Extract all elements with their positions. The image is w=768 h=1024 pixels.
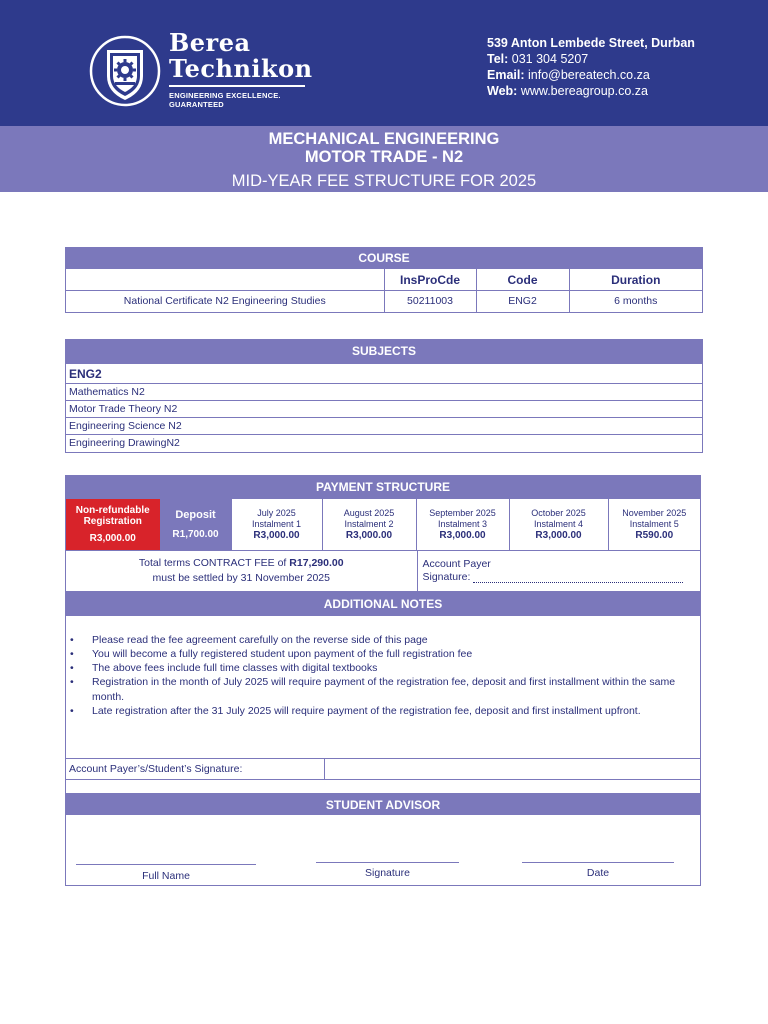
web-label: Web: <box>487 84 518 98</box>
brand-block <box>169 30 313 109</box>
payer-signature-line[interactable] <box>473 582 683 583</box>
tel-label: Tel: <box>487 52 509 66</box>
contract-terms-cell <box>66 551 417 591</box>
course-name-cell: National Certificate N2 Engineering Studies <box>66 291 384 312</box>
payer-label2: Signature: <box>422 570 471 583</box>
duration-cell: 6 months <box>569 291 702 312</box>
instalment-cell <box>322 499 416 551</box>
brand-tagline-line1: ENGINEERING EXCELLENCE. <box>169 91 281 100</box>
student-signature-row <box>66 759 700 780</box>
spacer <box>66 780 700 793</box>
terms-amount: R17,290.00 <box>289 556 344 569</box>
registration-label2: Registration <box>83 516 142 527</box>
date-label: Date <box>586 866 610 879</box>
terms-prefix: Total terms CONTRACT FEE of <box>138 556 290 569</box>
course-header: COURSE <box>66 248 702 268</box>
title-line2: MOTOR TRADE - N2 <box>304 148 464 166</box>
payment-header: PAYMENT STRUCTURE <box>66 476 700 498</box>
instalment-amount: R3,000.00 <box>535 530 582 541</box>
subjects-code: ENG2 <box>66 364 702 384</box>
note-item: • You will become a fully registered student upon payment of the full registration fee <box>66 647 696 661</box>
instalment-cell <box>509 499 608 551</box>
brand-tagline-line2: GUARANTEED <box>169 100 224 109</box>
advisor-signature-label: Signature <box>365 866 410 879</box>
date-line[interactable] <box>522 862 674 863</box>
instalment-cell <box>416 499 509 551</box>
page-header <box>0 0 768 126</box>
payer-signature-cell[interactable] <box>417 551 700 591</box>
subject-item: Mathematics N2 <box>66 384 702 401</box>
instalment-cell <box>231 499 322 551</box>
full-name-line[interactable] <box>76 864 256 865</box>
instalment-label: Instalment 4 <box>533 519 584 529</box>
note-item: • Late registration after the 31 July 2025 will require payment of the registration fee, deposit and first installment upfront. <box>66 704 696 718</box>
instalment-label: Instalment 1 <box>251 519 302 529</box>
code-cell: ENG2 <box>476 291 569 312</box>
berea-shield-logo-icon <box>89 32 161 110</box>
payer-label1: Account Payer <box>422 557 491 570</box>
instalment-month: July 2025 <box>257 508 296 518</box>
title-line1: MECHANICAL ENGINEERING <box>268 130 500 148</box>
note-item: • Registration in the month of July 2025 will require payment of the registration fee, deposit and first installment within the same month. <box>66 675 696 704</box>
deposit-cell <box>160 499 231 551</box>
registration-cell <box>66 499 160 551</box>
instalment-cell <box>608 499 700 551</box>
registration-amount: R3,000.00 <box>89 533 136 544</box>
instalment-month: October 2025 <box>531 508 586 518</box>
contact-block <box>487 35 695 99</box>
code-col-header: Code <box>476 269 569 291</box>
registration-label1: Non-refundable <box>75 505 150 516</box>
instalment-amount: R3,000.00 <box>439 530 486 541</box>
notes-list <box>66 633 696 719</box>
title-band <box>0 126 768 192</box>
advisor-body <box>66 815 700 886</box>
duration-col-header: Duration <box>569 269 702 291</box>
title-line3: MID-YEAR FEE STRUCTURE FOR 2025 <box>231 172 537 190</box>
full-name-label: Full Name <box>142 869 190 882</box>
terms-line2: must be settled by 31 November 2025 <box>152 571 330 584</box>
instalment-label: Instalment 3 <box>437 519 488 529</box>
course-table <box>65 247 703 313</box>
insprocde-col-header: InsProCde <box>384 269 476 291</box>
notes-body <box>66 616 700 759</box>
note-item: • Please read the fee agreement carefully on the reverse side of this page <box>66 633 696 647</box>
brand-rule <box>169 85 305 87</box>
student-signature-label: Account Payer’s/Student’s Signature: <box>69 762 243 775</box>
instalment-amount: R3,000.00 <box>345 530 393 541</box>
payment-section <box>65 475 701 886</box>
instalment-amount: R590.00 <box>635 530 674 541</box>
subject-item: Motor Trade Theory N2 <box>66 401 702 418</box>
instalment-month: November 2025 <box>622 508 687 518</box>
email-label: Email: <box>487 68 525 82</box>
deposit-label: Deposit <box>175 508 216 521</box>
subjects-header: SUBJECTS <box>66 340 702 363</box>
tel-value: 031 304 5207 <box>511 52 589 66</box>
contact-address: 539 Anton Lembede Street, Durban <box>487 36 695 50</box>
brand-name-line1: Berea <box>169 28 251 57</box>
note-item: • The above fees include full time classes with digital textbooks <box>66 661 696 675</box>
instalment-amount: R3,000.00 <box>253 530 300 541</box>
instalment-month: September 2025 <box>429 508 496 518</box>
instalment-label: Instalment 5 <box>629 519 679 529</box>
advisor-signature-line[interactable] <box>316 862 459 863</box>
instalment-label: Instalment 2 <box>344 519 394 529</box>
instalment-month: August 2025 <box>343 508 395 518</box>
email-value[interactable]: info@bereatech.co.za <box>528 68 650 82</box>
web-value[interactable]: www.bereagroup.co.za <box>520 84 648 98</box>
course-name-col <box>66 269 384 291</box>
insprocde-cell: 50211003 <box>384 291 476 312</box>
subjects-table <box>65 339 703 453</box>
student-signature-field[interactable] <box>325 759 700 779</box>
subject-item: Engineering Science N2 <box>66 418 702 435</box>
deposit-amount: R1,700.00 <box>172 528 219 540</box>
brand-name-line2: Technikon <box>169 54 313 83</box>
subject-item: Engineering DrawingN2 <box>66 435 702 452</box>
notes-header: ADDITIONAL NOTES <box>66 592 700 616</box>
advisor-header: STUDENT ADVISOR <box>66 793 700 815</box>
